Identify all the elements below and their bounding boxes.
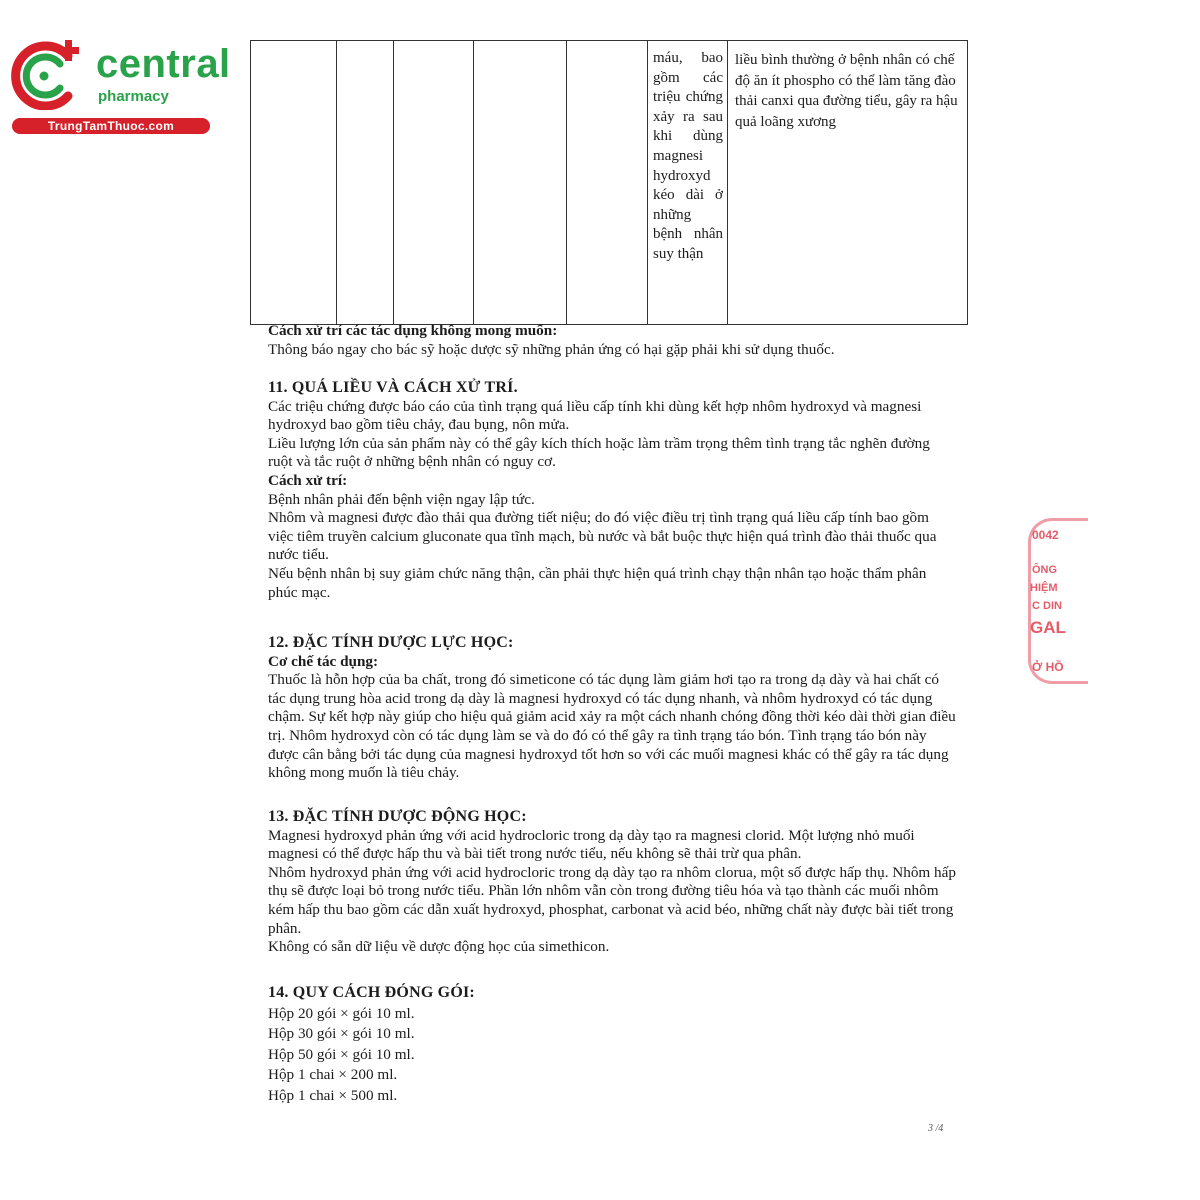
table-column-divider — [336, 41, 337, 324]
central-pharmacy-logo[interactable] — [10, 40, 231, 140]
section-13-paragraph: Nhôm hydroxyd phản ứng với acid hydrocloric trong dạ dày tạo ra nhôm clorua, một số được hấp thụ. Nhôm hấp thụ sẽ được loại bỏ trong nước tiểu. Phần lớn nhôm vẫn còn trong đường tiêu hóa và tạo thành các muối nhôm kém hấp thu bao gồm các dẫn xuất hydroxyd, phosphat, carbonat và acid béo, những chất này được bài tiết trong phân. — [268, 863, 956, 937]
table-cell-symptoms: máu, bao gồm các triệu chứng xảy ra sau khi dùng magnesi hydroxyd kéo dài ở những bệnh nhân suy thận — [653, 50, 723, 262]
pharmacy-logo-icon — [10, 40, 90, 110]
table-column-divider — [727, 41, 728, 324]
section-pharmacokinetics — [268, 808, 958, 957]
stamp-text: 0042 — [1032, 528, 1059, 542]
section-12-heading: 12. ĐẶC TÍNH DƯỢC LỰC HỌC: — [268, 634, 514, 651]
section-11-paragraph: Nếu bệnh nhân bị suy giảm chức năng thận, cần phải thực hiện quá trình chạy thận nhân tạo hoặc thẩm phân phúc mạc. — [268, 564, 927, 601]
stamp-text: Ở HỒ — [1032, 660, 1064, 674]
adverse-effects-table — [250, 40, 968, 325]
table-column-divider — [473, 41, 474, 324]
section-11-paragraph: Nhôm và magnesi được đào thải qua đường tiết niệu; do đó việc điều trị tình trạng quá liều cấp tính bao gồm việc tiêm truyền calcium gluconate qua tĩnh mạch, bù nước và bắt buộc thực hiện quá trình đào thải thuốc qua nước tiểu. — [268, 509, 937, 564]
table-column-divider — [647, 41, 648, 324]
section-11-paragraph: Các triệu chứng được báo cáo của tình trạng quá liều cấp tính khi dùng kết hợp nhôm hydroxyd và magnesi hydroxyd bao gồm tiêu chảy, đau bụng, nôn mửa. — [268, 397, 922, 434]
logo-sub-text: pharmacy — [98, 88, 169, 105]
undesired-effects-section — [268, 322, 958, 359]
stamp-text: C DIN — [1032, 600, 1062, 612]
logo-site-banner: TrungTamThuoc.com — [12, 118, 210, 134]
section-12-paragraph: Thuốc là hỗn hợp của ba chất, trong đó simeticone có tác dụng làm giảm hơi tạo ra trong dạ dày và hai chất có tác dụng trung hòa acid trong dạ dày là magnesi hydroxyd có tác dụng nhanh, và nhôm hydroxyd có tác dụng chậm. Sự kết hợp này giúp cho hiệu quả giảm acid xảy ra một cách nhanh chóng đồng thời kéo dài thời gian điều trị. Nhôm hydroxyd còn có tác dụng làm se và do đó có thể gây ra tình trạng táo bón. Tình trạng táo bón này được cân bằng bởi tác dụng của magnesi hydroxyd tốt hơn so với các muối magnesi khác có thể gây ra tác dụng không mong muốn là tiêu chảy. — [268, 671, 956, 782]
stamp-text: ÔNG — [1032, 564, 1058, 576]
section-11-paragraph: Bệnh nhân phải đến bệnh viện ngay lập tức. — [268, 490, 535, 508]
section-pharmacodynamics — [268, 634, 958, 783]
stamp-text: HIỆM — [1030, 582, 1058, 594]
section-11-paragraph: Liều lượng lớn của sản phẩm này có thể gây kích thích hoặc làm trầm trọng thêm tình trạng tắc nghẽn đường ruột và tắc ruột ở những bệnh nhân có nguy cơ. — [268, 434, 930, 471]
packaging-item: Hộp 1 chai × 500 ml. — [268, 1086, 398, 1104]
section-11-heading: 11. QUÁ LIỀU VÀ CÁCH XỬ TRÍ. — [268, 379, 518, 396]
section-overdose — [268, 379, 958, 602]
section-11-subheading: Cách xử trí: — [268, 471, 348, 489]
packaging-item: Hộp 50 gói × gói 10 ml. — [268, 1045, 415, 1063]
page-number: 3 /4 — [928, 1123, 944, 1134]
table-column-divider — [566, 41, 567, 324]
packaging-item: Hộp 1 chai × 200 ml. — [268, 1066, 398, 1084]
undesired-effects-heading: Cách xử trí các tác dụng không mong muốn: — [268, 322, 558, 339]
packaging-item: Hộp 30 gói × gói 10 ml. — [268, 1025, 415, 1043]
section-13-paragraph: Magnesi hydroxyd phản ứng với acid hydrocloric trong dạ dày tạo ra magnesi clorid. Một lượng nhỏ muối magnesi có thể được hấp thu và bài tiết trong nước tiểu, nếu không sẽ thải trừ qua phân. — [268, 826, 915, 863]
logo-brand-text: central — [96, 42, 231, 86]
table-cell-notes: liều bình thường ở bệnh nhân có chế độ ăn ít phospho có thể làm tăng đào thải canxi qua đường tiểu, gây ra hậu quả loãng xương — [735, 52, 958, 130]
official-stamp-fragment — [1018, 518, 1068, 688]
undesired-effects-text: Thông báo ngay cho bác sỹ hoặc dược sỹ những phản ứng có hại gặp phải khi sử dụng thuốc. — [268, 340, 835, 358]
stamp-text: GAL — [1030, 618, 1066, 637]
packaging-item: Hộp 20 gói × gói 10 ml. — [268, 1004, 415, 1022]
section-12-subheading: Cơ chế tác dụng: — [268, 652, 379, 670]
section-13-heading: 13. ĐẶC TÍNH DƯỢC ĐỘNG HỌC: — [268, 808, 527, 825]
section-packaging — [268, 984, 958, 1106]
section-13-paragraph: Không có sẵn dữ liệu về dược động học của simethicon. — [268, 938, 610, 956]
section-14-heading: 14. QUY CÁCH ĐÓNG GÓI: — [268, 984, 475, 1001]
table-column-divider — [393, 41, 394, 324]
